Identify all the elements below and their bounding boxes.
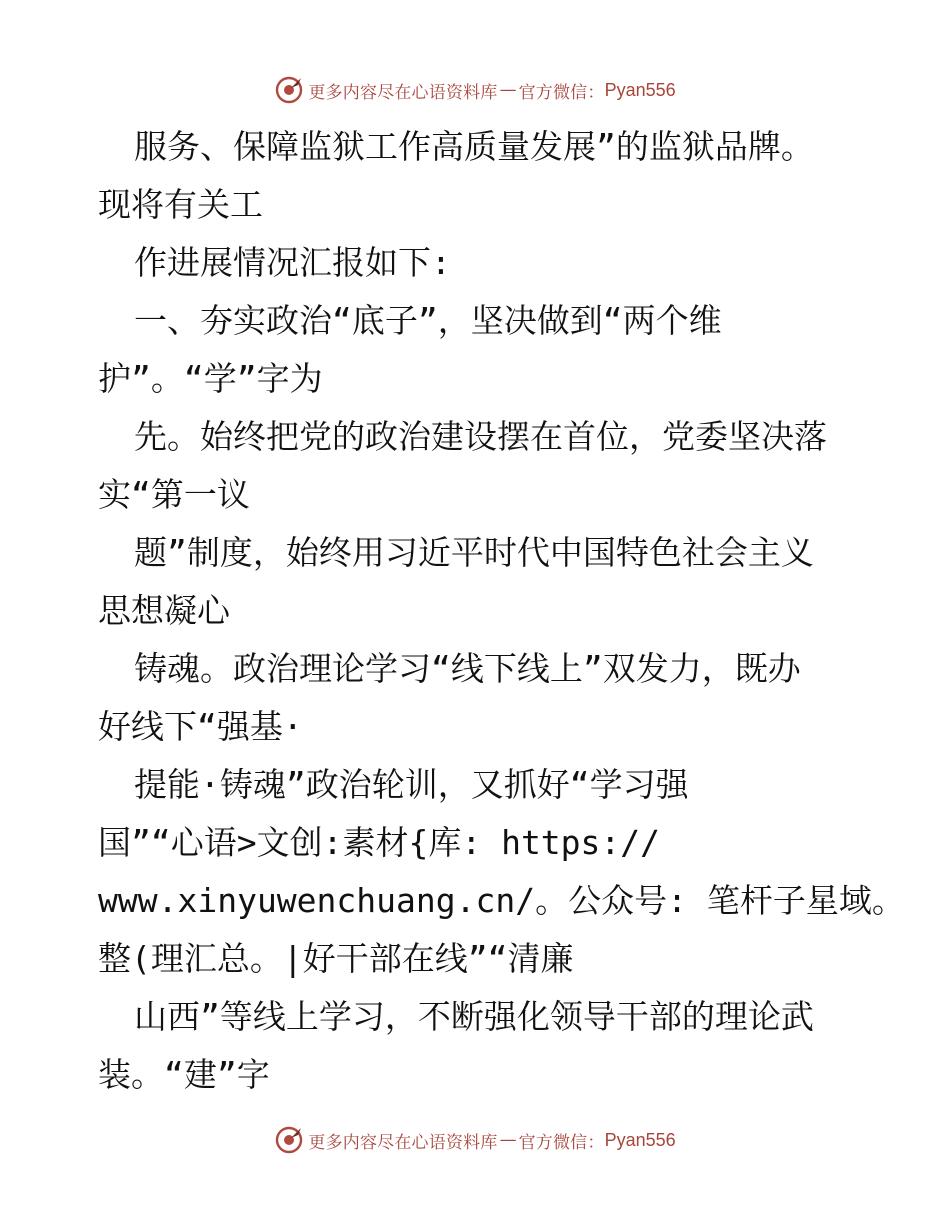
text-line: www.xinyuwenchuang.cn/。公众号: 笔杆子星域。	[98, 881, 905, 920]
text-line: 国”“心语>文创:素材{库: https://	[98, 823, 661, 862]
quill-logo-icon	[274, 1125, 304, 1155]
text-line: 一、夯实政治“底子”，坚决做到“两个维	[134, 301, 722, 340]
text-line: 先。始终把党的政治建设摆在首位，党委坚决落	[134, 417, 827, 456]
text-line: 服务、保障监狱工作高质量发展”的监狱品牌。	[134, 127, 814, 166]
quill-logo-icon	[274, 75, 304, 105]
watermark-id: Pyan556	[604, 1129, 676, 1150]
watermark-contact: 官方微信：	[518, 82, 605, 103]
watermark-contact: 官方微信：	[518, 1132, 605, 1153]
watermark-separator: —	[499, 80, 517, 100]
text-line: 山西”等线上学习，不断强化领导干部的理论武	[134, 997, 814, 1036]
text-line: 实“第一议	[98, 475, 250, 514]
watermark-id: Pyan556	[604, 79, 676, 100]
watermark-banner-bottom	[0, 1120, 950, 1160]
text-line: 现将有关工	[98, 185, 263, 224]
text-line: 铸魂。政治理论学习“线下线上”双发力，既办	[134, 649, 801, 688]
text-line: 好线下“强基·	[98, 707, 303, 746]
text-line: 题”制度，始终用习近平时代中国特色社会主义	[134, 533, 814, 572]
text-line: 装。“建”字	[98, 1055, 270, 1094]
watermark-text: 更多内容尽在心语资料库	[308, 1132, 498, 1153]
text-line: 作进展情况汇报如下:	[134, 243, 451, 282]
text-line: 思想凝心	[98, 591, 230, 630]
watermark-text: 更多内容尽在心语资料库	[308, 82, 498, 103]
text-line: 提能·铸魂”政治轮训，又抓好“学习强	[134, 765, 689, 804]
text-line: 护”。“学”字为	[98, 359, 323, 398]
watermark-separator: —	[499, 1130, 517, 1150]
watermark-banner-top	[0, 70, 950, 110]
text-line: 整(理汇总。|好干部在线”“清廉	[98, 939, 574, 978]
